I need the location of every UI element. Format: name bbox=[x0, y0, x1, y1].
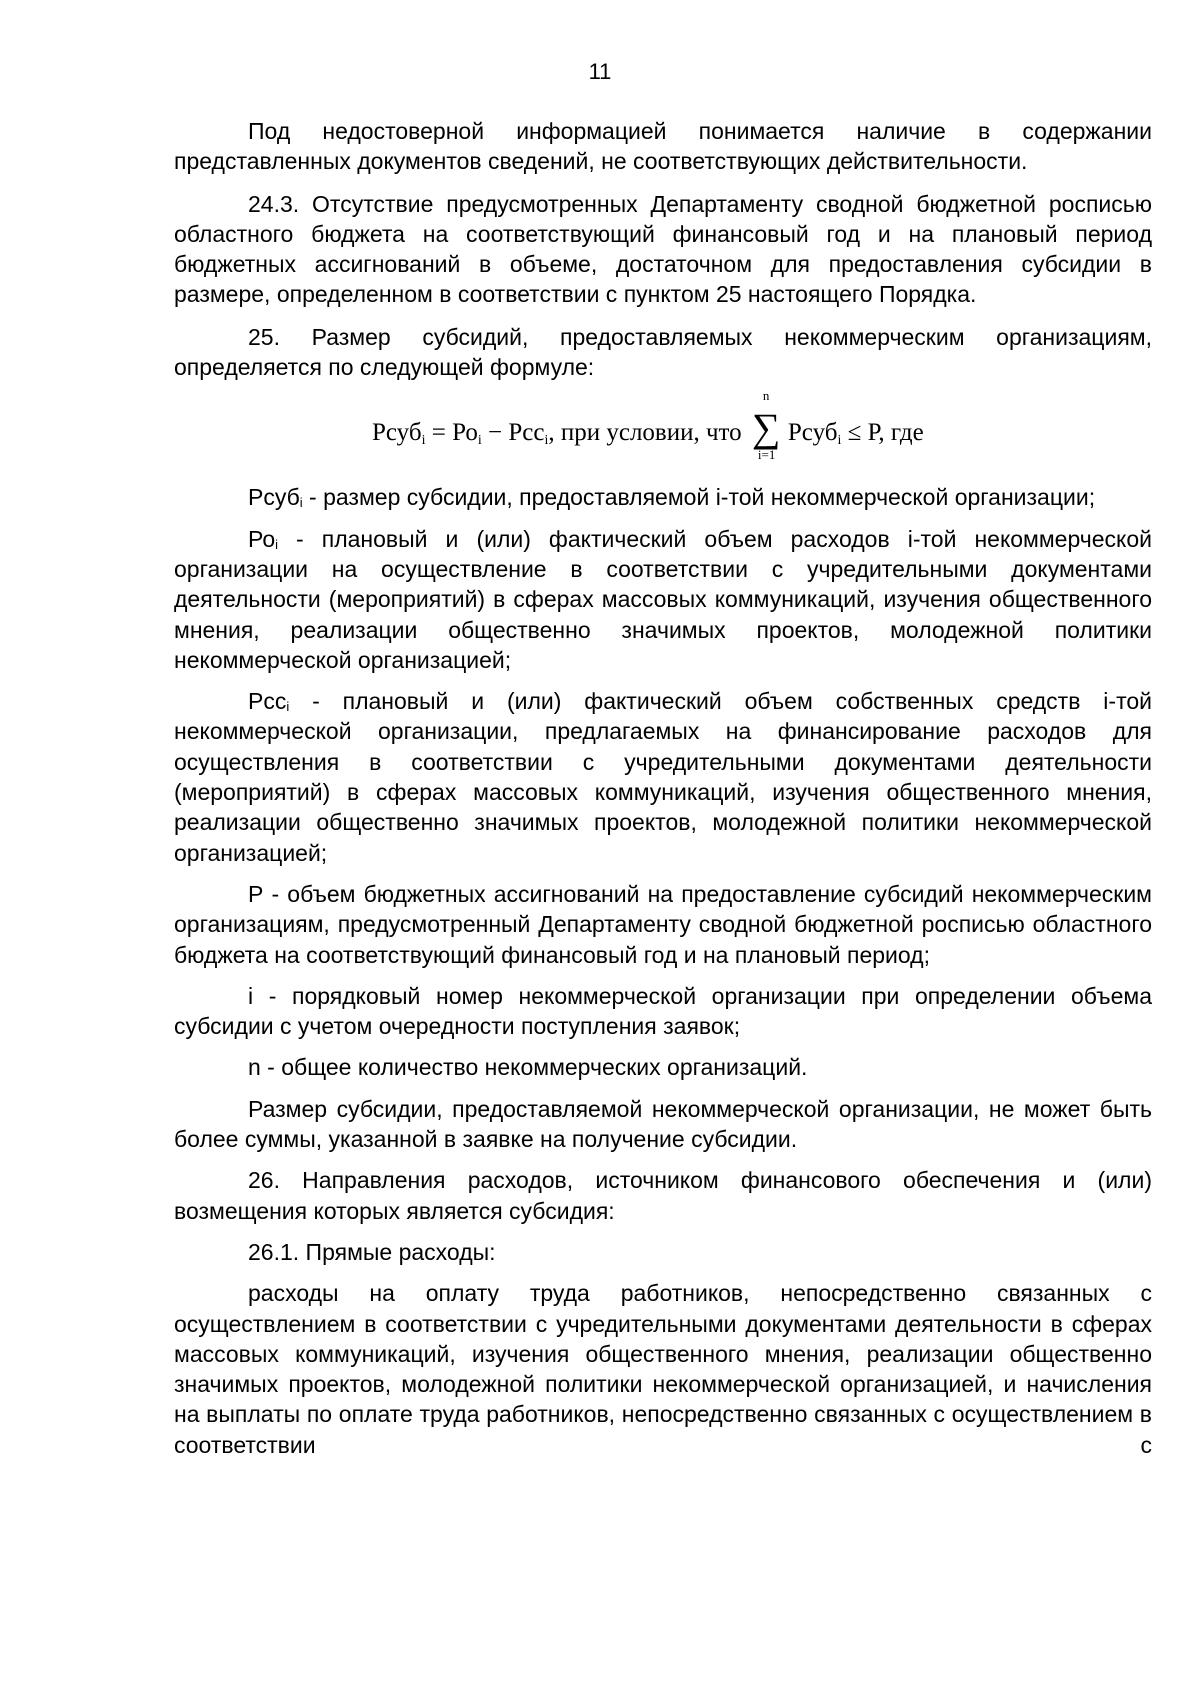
definition-ro-sub: i bbox=[275, 536, 279, 552]
formula-minus: − bbox=[481, 419, 509, 447]
formula-lhs: Рсуб bbox=[372, 419, 422, 447]
definition-rss-text: - плановый и (или) фактический объем собственных средств i-той некоммерческой организации, предлагаемых на финансирование расходов для осуществления в соответствии с учредительными документами деятельности (мероприятий) в сферах массовых коммуникаций, изучения общественного мнения, реализации общественно значимых проектов, молодежной политики некоммерческой организацией; bbox=[174, 688, 1152, 866]
paragraph-24-3: 24.3. Отсутствие предусмотренных Департаменту сводной бюджетной росписью областного бюджета на соответствующий финансовый год и на плановый период бюджетных ассигнований в объеме, достаточном для предоставления субсидии в размере, определенном в соответствии с пунктом 25 настоящего Порядка. bbox=[174, 190, 1152, 308]
formula-lhs-sub: i bbox=[421, 433, 426, 449]
definition-rsub-term: Рсуб bbox=[248, 484, 300, 511]
formula-ro-sub: i bbox=[477, 433, 482, 449]
summation-upper-limit: n bbox=[762, 388, 770, 404]
definition-rsub-text: - размер субсидии, предоставляемой i-той некоммерческой организации; bbox=[302, 484, 1096, 511]
formula-sum-term-sub: i bbox=[837, 433, 842, 449]
summation bbox=[751, 388, 784, 463]
paragraph-subsidy-limit: Размер субсидии, предоставляемой некоммерческой организации, не может быть более суммы, указанной в заявке на получение субсидии. bbox=[174, 1095, 1152, 1153]
definition-ro-text: - плановый и (или) фактический объем расходов i-той некоммерческой организации на осуществление в соответствии с учредительными документами деятельности (мероприятий) в сферах массовых коммуникаций, изучения общественного мнения, реализации общественно значимых проектов, молодежной политики некоммерческой организацией; bbox=[174, 525, 1152, 673]
paragraph-unreliable-info: Под недостоверной информацией понимается наличие в содержании представленных документов сведений, не соответствующих действительности. bbox=[174, 118, 1152, 175]
definition-p: Р - объем бюджетных ассигнований на предоставление субсидий некоммерческим организациям, предусмотренный Департаменту сводной бюджетной росписью областного бюджета на соответствующий финансовый год и на плановый период; bbox=[174, 880, 1152, 968]
paragraph-25: 25. Размер субсидий, предоставляемых некоммерческим организациям, определяется по следующей формуле: bbox=[174, 323, 1152, 381]
formula-leq: ≤ Р, bbox=[841, 419, 891, 447]
definition-rss-term: Рсс bbox=[248, 688, 287, 715]
definition-ro-term: Ро bbox=[248, 525, 276, 552]
paragraph-26: 26. Направления расходов, источником финансового обеспечения и (или) возмещения которых является субсидия: bbox=[174, 1167, 1152, 1224]
paragraph-26-1: 26.1. Прямые расходы: bbox=[248, 1238, 496, 1265]
formula-sum-term: Рсуб bbox=[787, 419, 838, 447]
summation-sign: ∑ bbox=[751, 405, 781, 451]
formula-ro: Ро bbox=[452, 419, 478, 447]
definition-n: n - общее количество некоммерческих организаций. bbox=[248, 1054, 808, 1081]
paragraph-labor-costs: расходы на оплату труда работников, непосредственно связанных с осуществлением в соответствии с учредительными документами деятельности в сферах массовых коммуникаций, изучения общественного мнения, реализации общественно значимых проектов, молодежной политики некоммерческой организацией, и начисления на выплаты по оплате труда работников, непосредственно связанных с осуществлением в соответствии с bbox=[174, 1280, 1152, 1458]
formula-condition: , при условии, что bbox=[548, 419, 748, 447]
definition-i: i - порядковый номер некоммерческой организации при определении объема субсидии с учетом очередности поступления заявок; bbox=[174, 982, 1152, 1040]
definition-ro bbox=[174, 524, 1152, 675]
formula-rss-sub: i bbox=[544, 433, 549, 449]
summation-lower-limit: i=1 bbox=[757, 447, 776, 463]
formula-equals: = bbox=[425, 419, 453, 447]
definition-rsub-sub: i bbox=[299, 495, 303, 511]
definition-rsub bbox=[174, 482, 1152, 512]
formula-where: где bbox=[890, 419, 924, 447]
formula-line bbox=[372, 388, 924, 463]
formula-rss: Рсс bbox=[508, 419, 545, 447]
subsidy-formula bbox=[174, 388, 1152, 472]
document-body bbox=[174, 116, 1152, 1460]
definition-rss-sub: i bbox=[286, 699, 290, 715]
page-number: 11 bbox=[588, 59, 612, 84]
definition-rss bbox=[174, 686, 1152, 868]
